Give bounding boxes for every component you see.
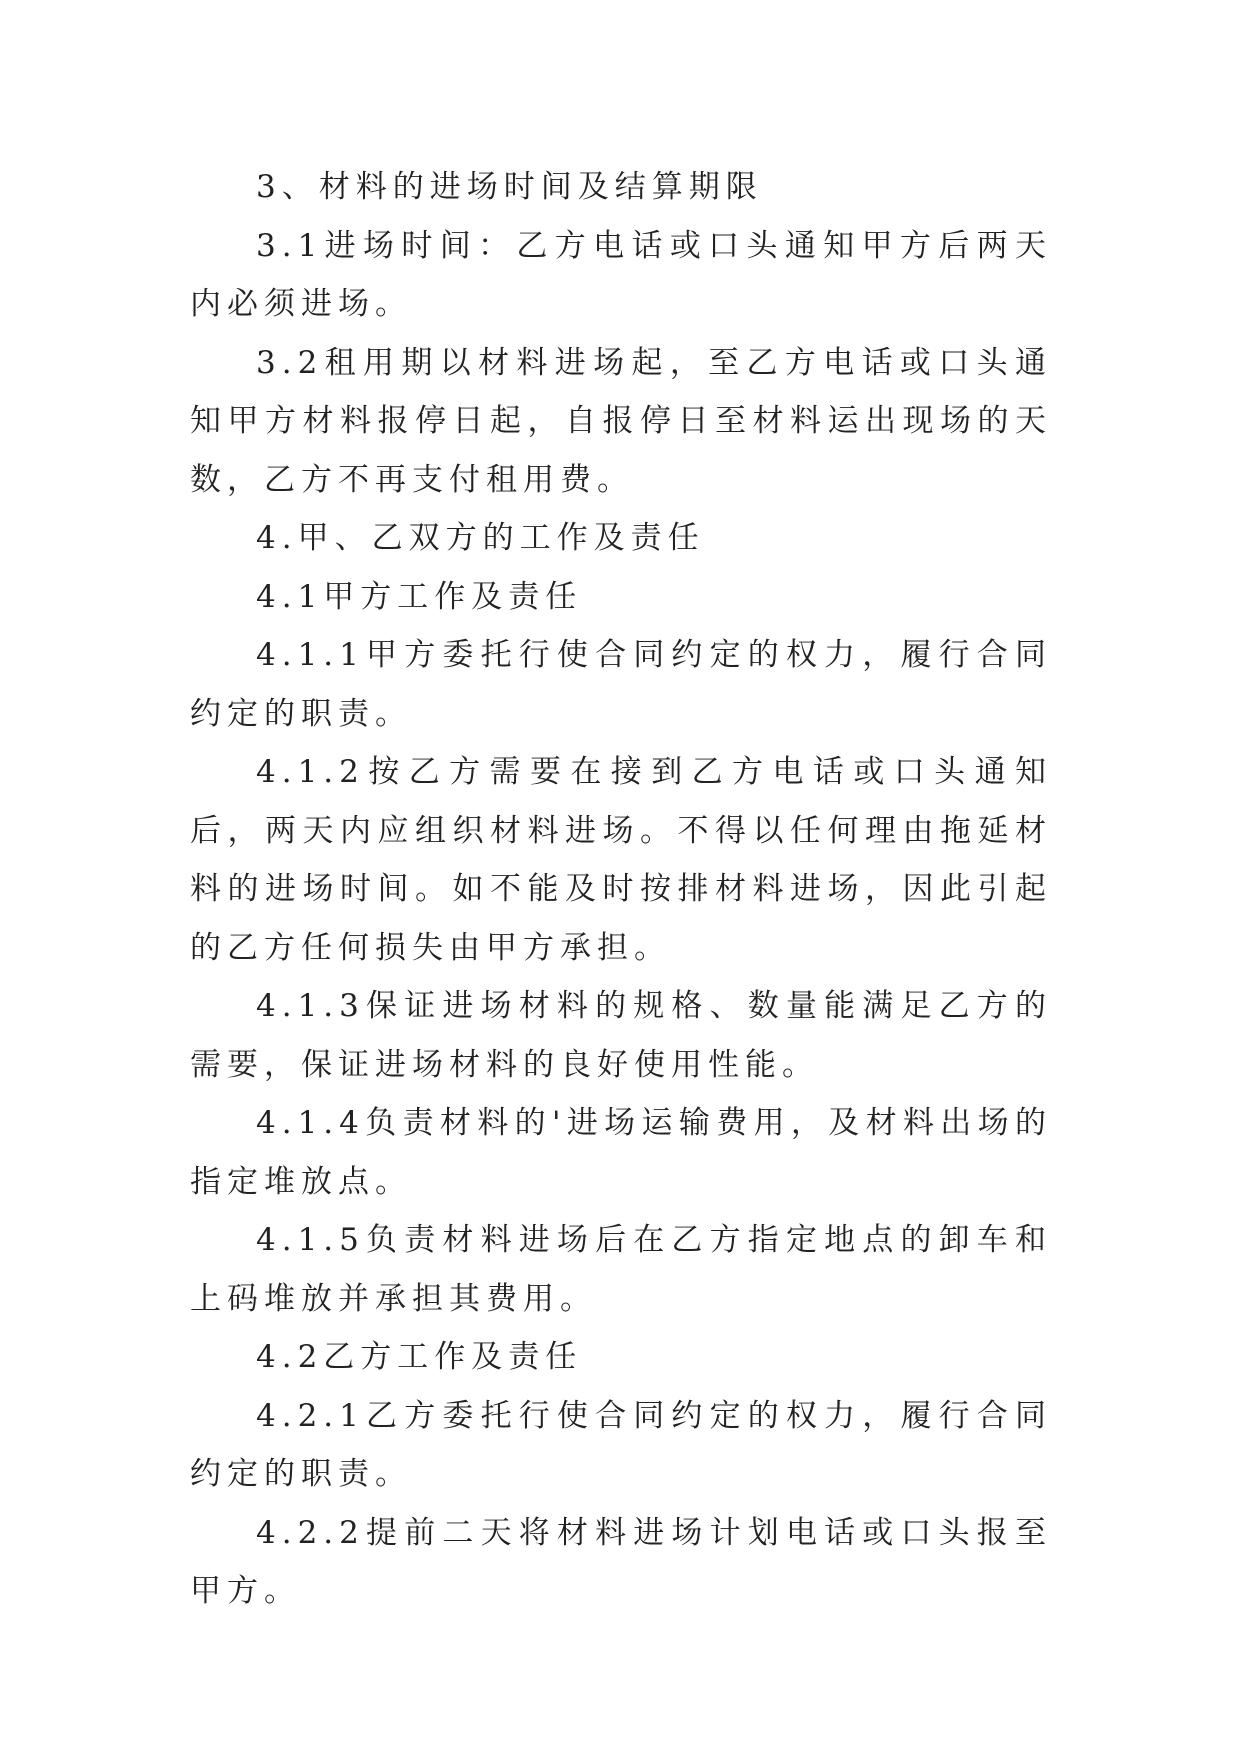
clause-4-2-2: 4.2.2提前二天将材料进场计划电话或口头报至甲方。 [190,1514,1052,1609]
document-body [190,158,1052,1621]
section-3-heading: 3、材料的进场时间及结算期限 [256,169,763,205]
clause-3-1: 3.1进场时间：乙方电话或口头通知甲方后两天内必须进场。 [190,227,1052,322]
clause-4-1-5: 4.1.5负责材料进场后在乙方指定地点的卸车和上码堆放并承担其费用。 [190,1222,1052,1317]
clause-4-1-heading: 4.1甲方工作及责任 [256,578,583,615]
section-4-heading: 4.甲、乙双方的工作及责任 [256,520,705,556]
clause-3-2: 3.2租用期以材料进场起，至乙方电话或口头通知甲方材料报停日起，自报停日至材料运出现场的天数，乙方不再支付租用费。 [190,344,1052,498]
clause-4-2-heading: 4.2乙方工作及责任 [256,1339,583,1375]
clause-4-1-3: 4.1.3保证进场材料的规格、数量能满足乙方的需要，保证进场材料的良好使用性能。 [190,988,1052,1083]
clause-4-1-1: 4.1.1甲方委托行使合同约定的权力，履行合同约定的职责。 [190,637,1052,732]
clause-4-1-4: 4.1.4负责材料的'进场运输费用，及材料出场的指定堆放点。 [190,1105,1052,1200]
clause-4-1-2: 4.1.2按乙方需要在接到乙方电话或口头通知后，两天内应组织材料进场。不得以任何理由拖延材料的进场时间。如不能及时按排材料进场，因此引起的乙方任何损失由甲方承担。 [190,754,1052,966]
clause-4-2-1: 4.2.1乙方委托行使合同约定的权力，履行合同约定的职责。 [190,1397,1052,1492]
